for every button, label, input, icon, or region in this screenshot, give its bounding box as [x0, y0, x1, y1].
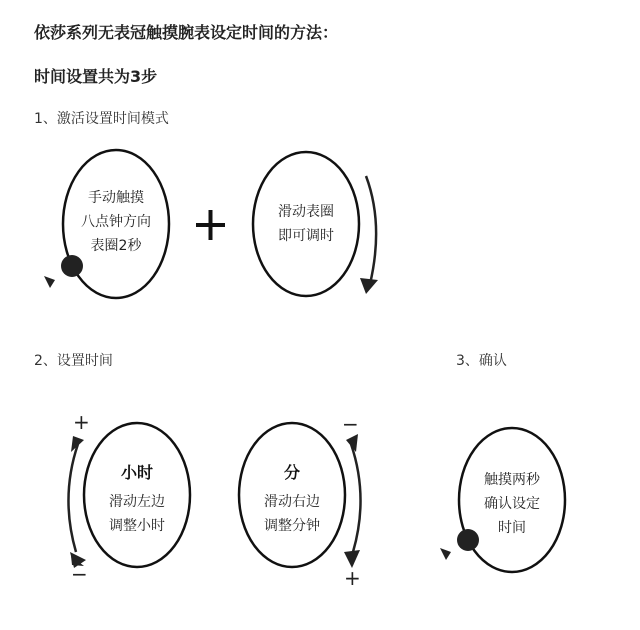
plus-icon-v	[209, 210, 213, 240]
step1-touch-line2: 八点钟方向	[81, 214, 151, 230]
step2-heading: 2、设置时间	[34, 353, 113, 369]
step1-touch-line1: 手动触摸	[88, 190, 144, 206]
minute-minus-sign: −	[342, 412, 359, 436]
clockwise-arc-icon	[366, 176, 376, 284]
step1-slide-line1: 滑动表圈	[278, 204, 334, 220]
confirm-rotate-arrow-icon	[440, 548, 451, 560]
hour-line2: 调整小时	[109, 518, 165, 534]
clockwise-arrowhead-icon	[360, 278, 378, 294]
page-title: 依莎系列无表冠触摸腕表设定时间的方法：	[34, 23, 339, 42]
rotate-arrow-icon	[44, 276, 55, 288]
minute-label: 分	[283, 463, 300, 482]
step1-slide-line2: 即可调时	[278, 228, 334, 244]
step1-touch-instruction	[66, 186, 166, 258]
minute-arc-icon	[351, 444, 361, 552]
confirm-line2: 确认设定	[484, 496, 540, 512]
minute-instruction	[242, 490, 342, 538]
minute-line2: 调整分钟	[264, 518, 320, 534]
step1-heading: 1、激活设置时间模式	[34, 111, 169, 127]
hour-minus-sign: −	[71, 562, 88, 586]
steps-summary: 时间设置共为3步	[34, 67, 158, 86]
hour-arc-icon	[68, 444, 78, 552]
confirm-instruction	[462, 468, 562, 540]
minute-plus-sign: +	[344, 566, 361, 590]
step3-heading: 3、确认	[456, 353, 507, 369]
confirm-line1: 触摸两秒	[484, 472, 540, 488]
confirm-line3: 时间	[498, 520, 526, 536]
hour-instruction	[87, 490, 187, 538]
hour-plus-sign: +	[73, 410, 90, 434]
minute-line1: 滑动右边	[264, 494, 320, 510]
step1-touch-line3: 表圈2秒	[90, 238, 142, 254]
touch-point-icon	[61, 255, 83, 277]
step1-slide-instruction	[256, 200, 356, 248]
hour-label: 小时	[120, 463, 153, 482]
hour-line1: 滑动左边	[109, 494, 165, 510]
